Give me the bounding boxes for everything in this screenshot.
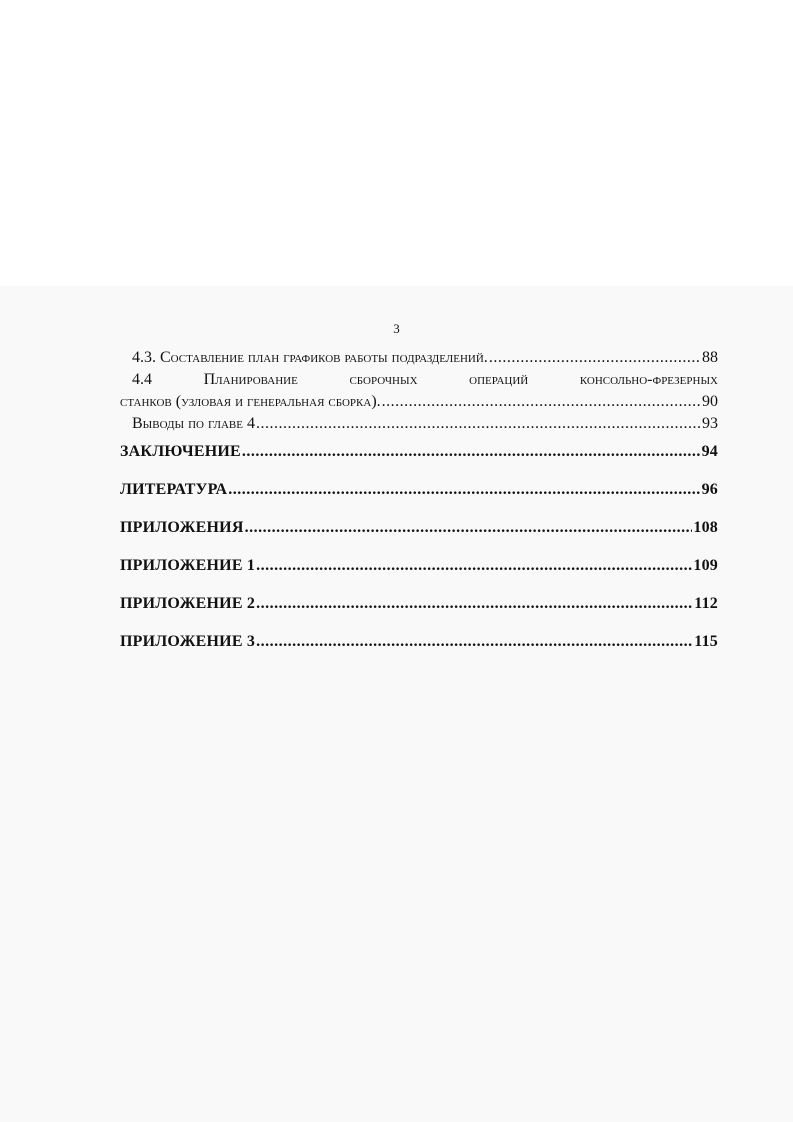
toc-entry-page: 108 [693,519,718,536]
toc-entry-label: ПРИЛОЖЕНИЕ 1 [120,557,256,574]
toc-entry-page: 112 [694,595,718,612]
toc-entry-appendix-1 [120,547,718,585]
toc-entry-page: 90 [702,393,718,410]
toc-entry-appendix-2 [120,585,718,623]
toc-entry-page: 96 [701,481,718,498]
toc-entry-4-4 [120,391,718,413]
dot-leader [228,471,700,509]
dot-leader [256,585,693,623]
toc-entry-label-line1: 4.4 Планирование сборочных операций консольно-фрезерных [132,371,718,388]
table-of-contents [120,347,718,661]
dot-leader [242,433,701,471]
toc-entry-page: 109 [693,557,718,574]
toc-entry-page: 115 [694,633,718,650]
dot-leader [256,623,693,661]
toc-entry-appendix-3 [120,623,718,661]
toc-entry-label: 4.3. Составление план графиков работы подразделений. [132,349,488,366]
toc-entry-label: ПРИЛОЖЕНИЕ 2 [120,595,256,612]
dot-leader [382,391,701,413]
toc-entry-4-3 [120,347,718,369]
dot-leader [256,413,701,435]
toc-entry-label: Выводы по главе 4 [132,415,255,432]
toc-entry-label-line2: станков (узловая и генеральная сборка). [120,393,381,410]
toc-entry-label: ПРИЛОЖЕНИЕ 3 [120,633,256,650]
toc-entry-label: ЛИТЕРАТУРА [120,481,228,498]
dot-leader [489,347,701,369]
toc-entry-page: 93 [702,415,718,432]
toc-entry-page: 94 [701,443,718,460]
toc-entry-conclusions-4 [120,413,718,435]
toc-entry-appendices [120,509,718,547]
toc-entry-label: ПРИЛОЖЕНИЯ [120,519,244,536]
toc-entry-label: ЗАКЛЮЧЕНИЕ [120,443,241,460]
toc-entry-literature [120,471,718,509]
dot-leader [256,547,692,585]
toc-entry-conclusion [120,433,718,471]
dot-leader [245,509,693,547]
page-number: 3 [393,321,400,336]
toc-entry-page: 88 [702,349,718,366]
